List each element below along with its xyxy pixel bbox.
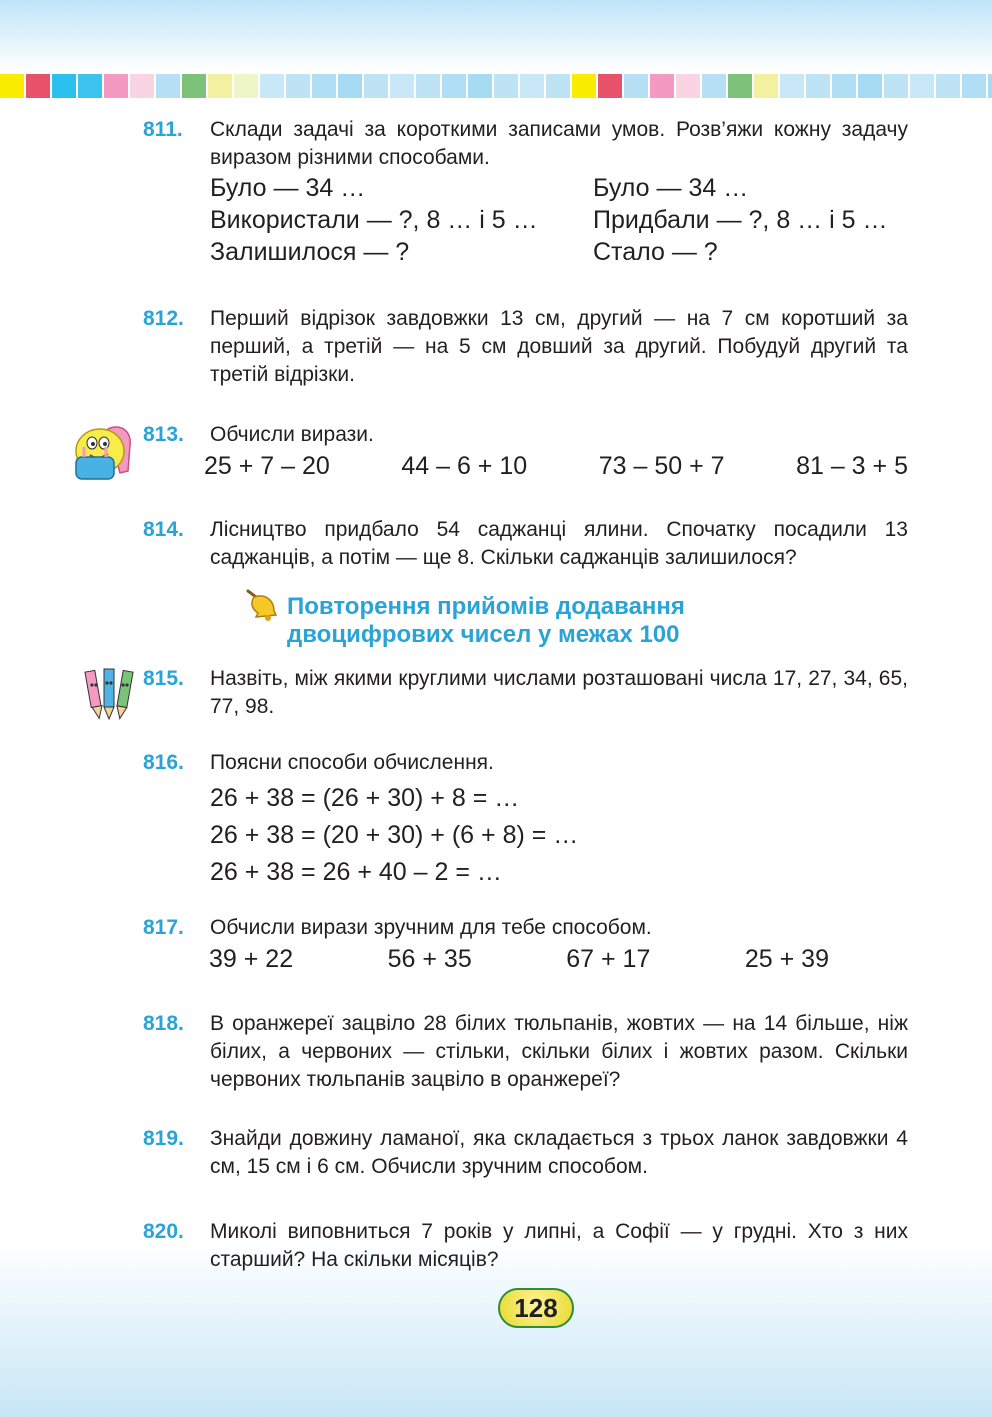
stripe-square <box>676 74 700 98</box>
problem-820 <box>143 1218 908 1274</box>
stripe-square <box>364 74 388 98</box>
problem-818 <box>143 1010 908 1094</box>
stripe-square <box>416 74 440 98</box>
problem-number: 813. <box>143 423 184 446</box>
problem-number: 816. <box>143 751 184 774</box>
record-left-1: Було — 34 … <box>210 174 366 202</box>
pencils-icon <box>80 665 140 721</box>
stripe-square <box>156 74 180 98</box>
stripe-square <box>26 74 50 98</box>
record-right-1: Було — 34 … <box>593 174 749 202</box>
expression: 73 – 50 + 7 <box>598 452 725 480</box>
problem-text: Миколі виповниться 7 років у липні, а Софії — у грудні. Хто з них старший? На скільки місяців? <box>210 1220 908 1271</box>
page-number: 128 <box>498 1288 574 1328</box>
stripe-square <box>936 74 960 98</box>
short-records <box>210 172 908 268</box>
stripe-square <box>52 74 76 98</box>
expression: 67 + 17 <box>566 945 651 973</box>
stripe-square <box>988 74 992 98</box>
stripe-square <box>832 74 856 98</box>
bell-icon <box>244 587 280 623</box>
stripe-square <box>546 74 570 98</box>
expression: 25 + 39 <box>744 945 829 973</box>
problem-text: Обчисли вирази зручним для тебе способом. <box>210 916 652 939</box>
calculation-lines <box>210 780 908 891</box>
stripe-square <box>702 74 726 98</box>
problem-text: Перший відрізок завдовжки 13 см, другий — на 7 см коротший за перший, а третій — на 5 см довший за другий. Побудуй другий та третій відрізки. <box>210 307 908 386</box>
problem-number: 815. <box>143 667 184 690</box>
stripe-square <box>286 74 310 98</box>
stripe-square <box>884 74 908 98</box>
problem-number: 818. <box>143 1012 184 1035</box>
problem-813 <box>143 421 908 483</box>
problem-817 <box>143 914 908 976</box>
stripe-square <box>962 74 986 98</box>
expression: 44 – 6 + 10 <box>401 452 528 480</box>
backpack-icon <box>70 423 136 485</box>
calculation-line: 26 + 38 = (26 + 30) + 8 = … <box>210 784 520 812</box>
record-left-3: Залишилося — ? <box>210 238 410 266</box>
expression-row <box>209 942 829 976</box>
stripe-square <box>442 74 466 98</box>
problem-816 <box>143 749 908 891</box>
stripe-square <box>624 74 648 98</box>
record-right-3: Стало — ? <box>593 238 718 266</box>
stripe-square <box>0 74 24 98</box>
section-title-line-2: двоцифрових чисел у межах 100 <box>287 621 680 648</box>
stripe-square <box>182 74 206 98</box>
problem-text: Поясни способи обчислення. <box>210 751 494 774</box>
problem-815 <box>143 665 908 721</box>
problem-814 <box>143 516 908 572</box>
section-title-line-1: Повторення прийомів додавання <box>287 593 685 620</box>
section-title <box>287 593 685 649</box>
calculation-line: 26 + 38 = 26 + 40 – 2 = … <box>210 858 502 886</box>
problem-text: Склади задачі за короткими записами умов. Розв’яжи кожну задачу виразом різними способами. <box>210 118 908 169</box>
problem-812 <box>143 305 908 389</box>
stripe-square <box>260 74 284 98</box>
stripe-square <box>130 74 154 98</box>
problem-811 <box>143 116 908 268</box>
expression: 25 + 7 – 20 <box>204 452 330 480</box>
problem-number: 817. <box>143 916 184 939</box>
stripe-square <box>338 74 362 98</box>
problem-number: 814. <box>143 518 184 541</box>
stripe-square <box>572 74 596 98</box>
expression: 56 + 35 <box>387 945 472 973</box>
stripe-square <box>780 74 804 98</box>
problem-text: Назвіть, між якими круглими числами розташовані числа 17, 27, 34, 65, 77, 98. <box>210 667 908 718</box>
stripe-square <box>806 74 830 98</box>
problem-text: Знайди довжину ламаної, яка складається з трьох ланок завдовжки 4 см, 15 см і 6 см. Обчисли зручним способом. <box>210 1127 908 1178</box>
color-stripe <box>0 72 992 100</box>
stripe-square <box>650 74 674 98</box>
problem-number: 819. <box>143 1127 184 1150</box>
problem-819 <box>143 1125 908 1181</box>
stripe-square <box>104 74 128 98</box>
stripe-square <box>208 74 232 98</box>
problem-number: 820. <box>143 1220 184 1243</box>
stripe-square <box>754 74 778 98</box>
expression: 39 + 22 <box>209 945 294 973</box>
stripe-square <box>234 74 258 98</box>
expression-row <box>204 449 908 483</box>
calculation-line: 26 + 38 = (20 + 30) + (6 + 8) = … <box>210 821 579 849</box>
stripe-square <box>468 74 492 98</box>
record-left-2: Використали — ?, 8 … і 5 … <box>210 206 538 234</box>
stripe-square <box>520 74 544 98</box>
stripe-square <box>858 74 882 98</box>
record-right-2: Придбали — ?, 8 … і 5 … <box>593 206 888 234</box>
stripe-square <box>390 74 414 98</box>
problem-number: 812. <box>143 307 184 330</box>
stripe-square <box>910 74 934 98</box>
stripe-square <box>598 74 622 98</box>
stripe-square <box>78 74 102 98</box>
stripe-square <box>728 74 752 98</box>
problem-text: В оранжереї зацвіло 28 білих тюльпанів, жовтих — на 14 більше, ніж білих, а червоних — стільки, скільки білих і жовтих разом. Скільки червоних тюльпанів зацвіло в оранжереї? <box>210 1012 908 1091</box>
stripe-square <box>494 74 518 98</box>
stripe-square <box>312 74 336 98</box>
problem-text: Обчисли вирази. <box>210 423 374 446</box>
problem-number: 811. <box>143 118 183 141</box>
problem-text: Лісництво придбало 54 саджанці ялини. Спочатку посадили 13 саджанців, а потім — ще 8. Скільки саджанців залишилося? <box>210 518 908 569</box>
expression: 81 – 3 + 5 <box>796 452 908 480</box>
